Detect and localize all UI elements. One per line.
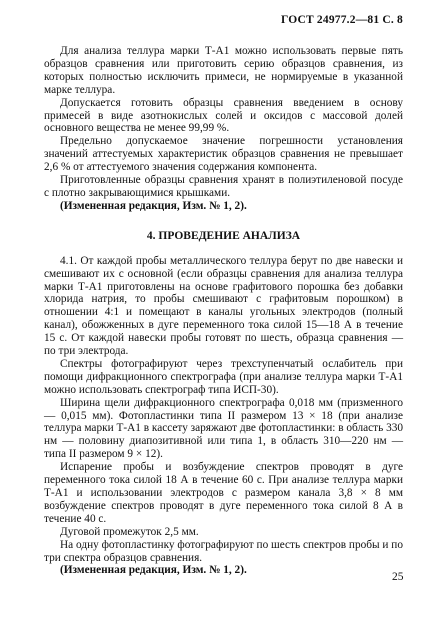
amendment-note-2: (Измененная редакция, Изм. № 1, 2). xyxy=(60,564,247,577)
paragraph-impurities: Допускается готовить образцы сравнения введением в основу примесей в виде азотнокислых солей и оксидов с массовой долей основного вещества не менее 99,99 %. xyxy=(44,96,403,135)
paragraph-photoplate: На одну фотопластинку фотографируют по шесть спектров пробы и по три спектра образцов сравнения. xyxy=(44,538,403,564)
paragraph-error-limit: Предельно допускаемое значение погрешности установления значений аттестуемых характеристик образцов сравнения не превышает 2,6 % от аттестуемого значения содержания компонента. xyxy=(44,135,403,174)
paragraph-evaporation: Испарение пробы и возбуждение спектров проводят в дуге переменного тока силой 18 А в течение 60 с. При анализе теллура марки Т-А1 и использовании электродов с размером канала 3,8 × 8 мм возбуждение спектров проводят в дуге переменного тока силой 8 А в течение 40 с. xyxy=(44,461,403,525)
paragraph-4-1: 4.1. От каждой пробы металлического теллура берут по две навески и смешивают их с основной (если образцы сравнения для анализа теллура марки Т-А1 приготовлены на основе графитового порошка без добавки хлорида натрия, то пробы смешивают с графитовым порошком) в отношении 4:1 и помещают в каналы угольных электродов (полный канал), обожженных в дуге переменного тока силой 15—18 А в течение 15 с. От каждой навески пробы готовят по шесть, образца сравнения — по три электрода. xyxy=(44,254,403,358)
paragraph-slit-width: Ширина щели дифракционного спектрографа 0,018 мм (призменного — 0,015 мм). Фотопластинки типа II размером 13 × 18 (при анализе теллура марки Т-А1 в кассету заряжают две фотопластинки: в область 330 нм — половину диапозитивной или типа 1, в область 310—220 нм — типа II размером 9 × 12). xyxy=(44,396,404,461)
paragraph-arc-gap: Дуговой промежуток 2,5 мм. xyxy=(60,525,199,538)
amendment-note: (Измененная редакция, Изм. № 1, 2). xyxy=(60,199,247,212)
page-header: ГОСТ 24977.2—81 С. 8 xyxy=(280,14,403,26)
document-body xyxy=(44,45,403,577)
paragraph-te-a1-samples: Для анализа теллура марки Т-А1 можно использовать первые пять образцов сравнения или приготовить серию образцов сравнения, из которых полностью исключить примеси, не нормируемые в указанной марке теллура. xyxy=(44,45,403,96)
page-number: 25 xyxy=(392,571,404,583)
paragraph-spectra-photography: Спектры фотографируют через трехступенчатый ослабитель при помощи дифракционного спектрографа (при анализе теллура марки Т-А1 можно использовать спектрограф типа ИСП-30). xyxy=(44,357,403,396)
section-title: 4. ПРОВЕДЕНИЕ АНАЛИЗА xyxy=(146,229,301,242)
paragraph-storage: Приготовленные образцы сравнения хранят в полиэтиленовой посуде с плотно закрывающимися крышками. xyxy=(44,174,403,199)
